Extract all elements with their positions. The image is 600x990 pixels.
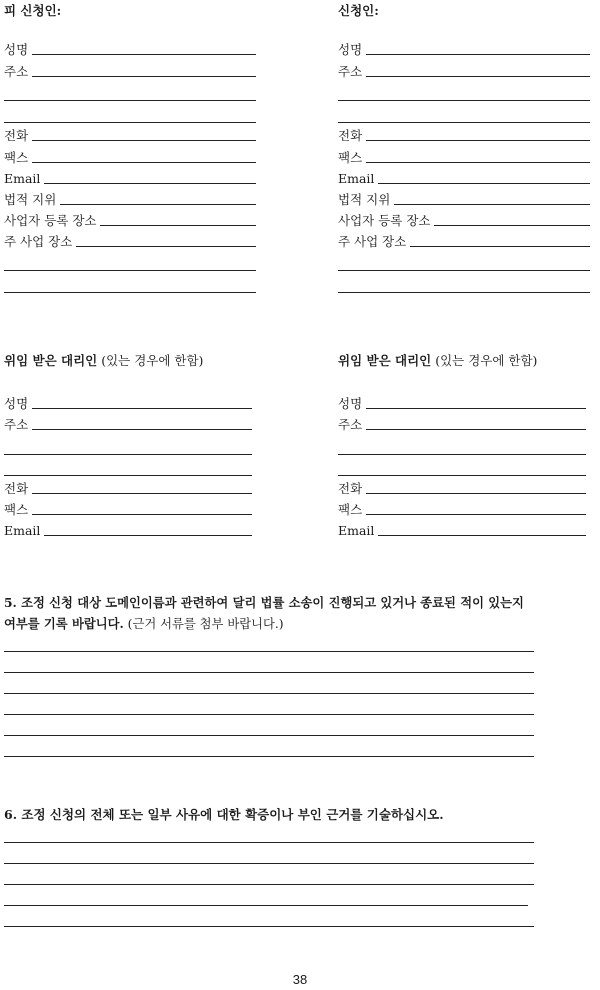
address-label: 주소 xyxy=(338,64,363,79)
registered-place-field[interactable] xyxy=(4,211,256,229)
agent-email-label: Email xyxy=(4,523,41,538)
address-line-2[interactable] xyxy=(4,86,256,104)
address-label: 주소 xyxy=(4,64,29,79)
agent-phone-label: 전화 xyxy=(338,481,363,496)
answer-6-line-1[interactable] xyxy=(4,842,534,843)
fax-label: 팩스 xyxy=(4,150,29,165)
address-line-2[interactable] xyxy=(338,86,590,104)
agent-email-field[interactable] xyxy=(4,521,252,539)
fax-field[interactable] xyxy=(4,148,256,166)
agent-name-label: 성명 xyxy=(4,396,29,411)
main-place-field[interactable] xyxy=(4,232,256,250)
main-place-label: 주 사업 장소 xyxy=(338,234,407,249)
name-label: 성명 xyxy=(338,42,363,57)
agent-left-title xyxy=(4,352,304,370)
agent-address-label: 주소 xyxy=(338,417,363,432)
name-label: 성명 xyxy=(4,42,29,57)
address-field[interactable] xyxy=(338,62,590,80)
main-place-line-2[interactable] xyxy=(4,256,256,274)
answer-6-line-2[interactable] xyxy=(4,863,534,864)
main-place-line-3[interactable] xyxy=(338,278,590,296)
agent-email-label: Email xyxy=(338,523,375,538)
agent-name-label: 성명 xyxy=(338,396,363,411)
answer-5-line-3[interactable] xyxy=(4,693,534,694)
main-place-line-3[interactable] xyxy=(4,278,256,296)
fax-field[interactable] xyxy=(338,148,590,166)
complainant-title: 신청인: xyxy=(338,3,379,18)
phone-field[interactable] xyxy=(338,126,590,144)
address-line-3[interactable] xyxy=(4,108,256,126)
agent-title-bold: 위임 받은 대리인 xyxy=(338,353,432,368)
legal-status-label: 법적 지위 xyxy=(4,192,57,207)
agent-address-field[interactable] xyxy=(4,415,252,433)
agent-address-line-3[interactable] xyxy=(4,461,252,479)
name-field[interactable] xyxy=(4,40,256,58)
complainant-column xyxy=(338,2,598,20)
main-place-field[interactable] xyxy=(338,232,590,250)
respondent-column xyxy=(4,2,264,20)
answer-5-line-4[interactable] xyxy=(4,714,534,715)
legal-status-field[interactable] xyxy=(4,190,256,208)
agent-right-heading-wrap xyxy=(338,352,598,370)
email-label: Email xyxy=(4,171,41,186)
phone-label: 전화 xyxy=(338,128,363,143)
question-6-text: 6. 조정 신청의 전체 또는 일부 사유에 대한 확증이나 부인 근거를 기술하십시오. xyxy=(4,807,444,822)
main-place-line-2[interactable] xyxy=(338,256,590,274)
agent-left-heading-wrap xyxy=(4,352,304,370)
answer-6-line-5[interactable] xyxy=(4,926,534,927)
agent-right-title xyxy=(338,352,598,370)
question-5-bold: 여부를 기록 바랍니다. xyxy=(4,616,124,631)
email-label: Email xyxy=(338,171,375,186)
agent-name-field[interactable] xyxy=(338,394,586,412)
fax-label: 팩스 xyxy=(338,150,363,165)
name-field[interactable] xyxy=(338,40,590,58)
answer-6-line-3[interactable] xyxy=(4,884,534,885)
answer-5-line-1[interactable] xyxy=(4,651,534,652)
agent-phone-field[interactable] xyxy=(4,479,252,497)
legal-status-field[interactable] xyxy=(338,190,590,208)
agent-address-label: 주소 xyxy=(4,417,29,432)
legal-status-label: 법적 지위 xyxy=(338,192,391,207)
agent-phone-field[interactable] xyxy=(338,479,586,497)
agent-fax-label: 팩스 xyxy=(4,502,29,517)
phone-field[interactable] xyxy=(4,126,256,144)
respondent-title: 피 신청인: xyxy=(4,3,62,18)
agent-title-note: (있는 경우에 한함) xyxy=(431,353,538,368)
agent-address-line-2[interactable] xyxy=(4,440,252,458)
question-5-line-2 xyxy=(4,613,596,635)
agent-address-line-2[interactable] xyxy=(338,440,586,458)
question-5-note: (근거 서류를 첨부 바랍니다.) xyxy=(123,617,284,631)
main-place-label: 주 사업 장소 xyxy=(4,234,73,249)
email-field[interactable] xyxy=(4,169,256,187)
agent-fax-field[interactable] xyxy=(4,500,252,518)
question-5 xyxy=(4,592,596,635)
agent-title-note: (있는 경우에 한함) xyxy=(97,353,204,368)
agent-email-field[interactable] xyxy=(338,521,586,539)
question-6 xyxy=(4,804,596,825)
agent-fax-label: 팩스 xyxy=(338,502,363,517)
page-number: 38 xyxy=(292,972,308,987)
answer-5-line-6[interactable] xyxy=(4,756,534,757)
agent-title-bold: 위임 받은 대리인 xyxy=(4,353,98,368)
question-5-line-1: 5. 조정 신청 대상 도메인이름과 관련하여 달리 법률 소송이 진행되고 있거나 종료된 적이 있는지 xyxy=(4,595,524,610)
agent-address-line-3[interactable] xyxy=(338,461,586,479)
email-field[interactable] xyxy=(338,169,590,187)
answer-5-line-5[interactable] xyxy=(4,735,534,736)
agent-name-field[interactable] xyxy=(4,394,252,412)
answer-5-line-2[interactable] xyxy=(4,672,534,673)
registered-place-label: 사업자 등록 장소 xyxy=(4,213,97,228)
registered-place-field[interactable] xyxy=(338,211,590,229)
phone-label: 전화 xyxy=(4,128,29,143)
agent-phone-label: 전화 xyxy=(4,481,29,496)
answer-6-line-4[interactable] xyxy=(4,905,528,906)
address-line-3[interactable] xyxy=(338,108,590,126)
agent-address-field[interactable] xyxy=(338,415,586,433)
agent-fax-field[interactable] xyxy=(338,500,586,518)
address-field[interactable] xyxy=(4,62,256,80)
registered-place-label: 사업자 등록 장소 xyxy=(338,213,431,228)
